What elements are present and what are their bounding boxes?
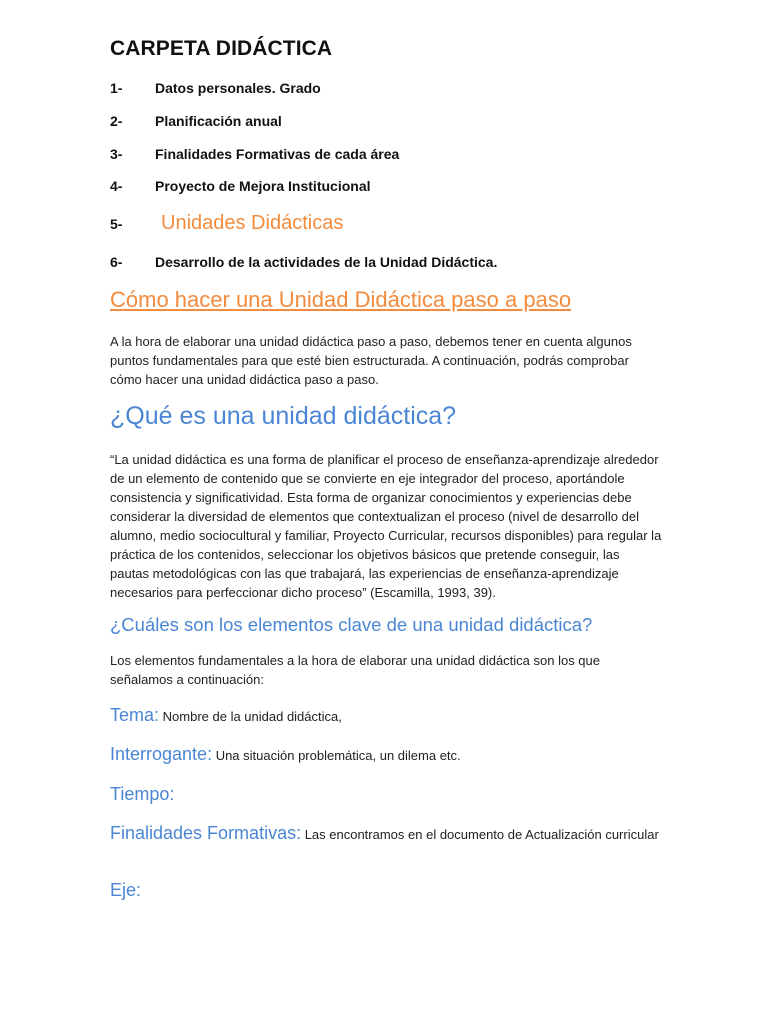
list-item [110, 212, 343, 235]
term-row-interrogante [110, 743, 662, 767]
list-item [110, 254, 497, 270]
section-heading-key-elements: ¿Cuáles son los elementos clave de una unidad didáctica? [110, 614, 593, 635]
list-number: 5- [110, 216, 123, 232]
list-label: Datos personales. Grado [155, 80, 321, 96]
list-item [110, 146, 399, 162]
section-heading-how-to: Cómo hacer una Unidad Didáctica paso a paso [110, 287, 572, 312]
list-number: 3- [110, 146, 123, 162]
term-label: Finalidades Formativas: [110, 823, 302, 843]
term-label: Tiempo: [110, 784, 175, 804]
list-number: 2- [110, 113, 123, 129]
term-row-tema [110, 704, 662, 728]
term-label: Tema: [110, 705, 160, 725]
section-heading-what-is: ¿Qué es una unidad didáctica? [110, 402, 457, 430]
term-text: Una situación problemática, un dilema etc. [212, 748, 461, 763]
list-label: Finalidades Formativas de cada área [155, 146, 400, 162]
list-label: Planificación anual [155, 113, 282, 129]
list-number: 6- [110, 254, 123, 270]
term-row-tiempo [110, 783, 662, 807]
list-number: 1- [110, 80, 123, 96]
term-text: Nombre de la unidad didáctica, [159, 709, 342, 724]
term-label: Eje: [110, 880, 142, 900]
term-row-finalidades [110, 822, 662, 846]
intro-paragraph: A la hora de elaborar una unidad didáctica paso a paso, debemos tener en cuenta algunos puntos fundamentales para que esté bien estructurada. A continuación, podrás comprobar cómo hacer una unidad didáctica paso a paso. [110, 334, 632, 387]
term-label: Interrogante: [110, 744, 213, 764]
list-number: 4- [110, 178, 123, 194]
term-text: Las encontramos en el documento de Actualización curricular [301, 827, 659, 842]
list-item [110, 178, 371, 194]
document-title: CARPETA DIDÁCTICA [110, 37, 333, 60]
elements-paragraph: Los elementos fundamentales a la hora de elaborar una unidad didáctica son los que señalamos a continuación: [110, 653, 601, 687]
term-row-eje [110, 879, 662, 903]
list-label: Unidades Didácticas [161, 212, 344, 234]
list-label: Proyecto de Mejora Institucional [155, 178, 371, 194]
list-item [110, 80, 321, 96]
list-item [110, 113, 282, 129]
list-label: Desarrollo de la actividades de la Unidad Didáctica. [155, 254, 498, 270]
definition-paragraph: “La unidad didáctica es una forma de planificar el proceso de enseñanza-aprendizaje alrededor de un elemento de contenido que se convierte en eje integrador del proceso, aportándole consistencia y significatividad. Esta forma de organizar conocimientos y experiencias debe considerar la diversidad de elementos que contextualizan el proceso (nivel de desarrollo del alumno, medio sociocultural y familiar, Proyecto Curricular, recursos disponibles) para regular la práctica de los contenidos, seleccionar los objetivos básicos que pretende conseguir, las pautas metodológicas con las que trabajará, las experiencias de enseñanza-aprendizaje necesarios para perfeccionar dicho proceso” (Escamilla, 1993, 39). [110, 452, 662, 600]
